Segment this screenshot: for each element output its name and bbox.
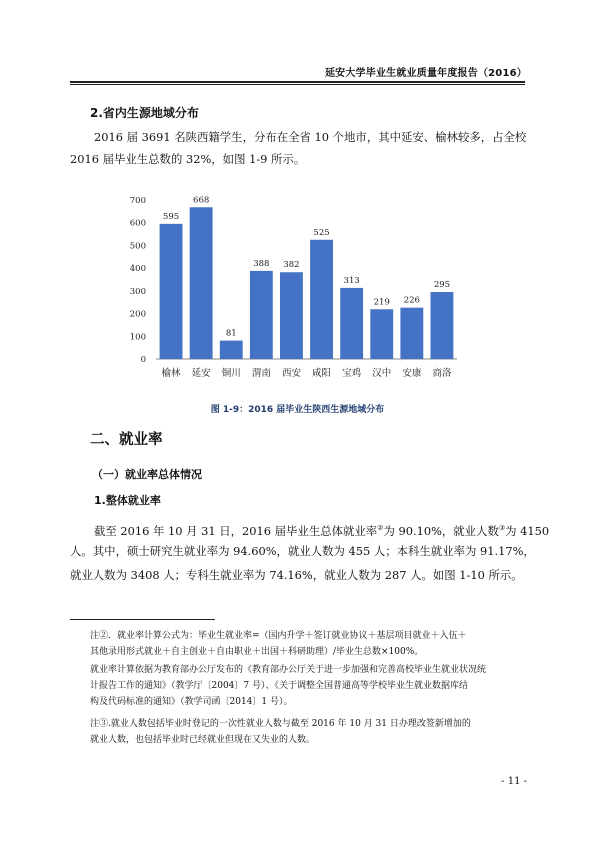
footnote-2-line1: 注②．就业率计算公式为：毕业生就业率=（国内升学＋签订就业协议＋基层项目就业＋入伍＋ [90, 631, 467, 641]
bar-value-label: 81 [225, 328, 237, 339]
section-heading-origin: 2.省内生源地域分布 [90, 106, 199, 120]
rate-paragraph-line3: 就业人数为 3408 人；专科生就业率为 74.16%，就业人数为 287 人。如图 1-10 所示。 [70, 568, 523, 582]
footnote-ref-2[interactable]: ② [377, 524, 384, 532]
x-tick-label: 渭南 [251, 368, 271, 379]
bar [431, 292, 454, 359]
rate-text-b: 为 90.10%，就业人数 [383, 523, 499, 538]
subsubsection-heading-overall-rate: 1.整体就业率 [94, 494, 161, 507]
bar [310, 240, 333, 359]
footnote-basis-line2: 计报告工作的通知》（教学厅〔2004〕7 号）、《关于调整全国普通高等学校毕业生就业数据库结 [90, 681, 468, 691]
footnote-3-line1: 注③.就业人数包括毕业时登记的一次性就业人数与截至 2016 年 10 月 31 日办理改签新增加的 [90, 719, 471, 729]
x-tick-label: 商洛 [432, 368, 452, 379]
y-tick-label: 600 [129, 218, 146, 229]
bar-value-label: 382 [283, 260, 300, 271]
bar [400, 308, 423, 359]
subsection-heading-overall: （一）就业率总体情况 [92, 468, 202, 481]
x-tick-label: 延安 [191, 368, 211, 379]
bar [370, 309, 393, 359]
origin-paragraph-line1: 2016 届 3691 名陕西籍学生，分布在全省 10 个地市，其中延安、榆林较多，占全校 [94, 130, 527, 144]
y-tick-label: 700 [129, 196, 146, 206]
rate-paragraph-line2: 人。其中，硕士研究生就业率为 94.60%，就业人数为 455 人；本科生就业率为 91.17%， [70, 544, 535, 558]
rate-text-a: 截至 2016 年 10 月 31 日，2016 届毕业生总体就业率 [94, 523, 378, 538]
x-tick-label: 安康 [402, 368, 422, 379]
bar-value-label: 295 [433, 279, 451, 290]
bar [220, 341, 243, 359]
y-tick-label: 100 [129, 332, 146, 343]
footnote-separator [70, 619, 215, 620]
bar-value-label: 313 [343, 275, 360, 286]
bar-value-label: 595 [162, 211, 180, 222]
footnote-2-line2: 其他录用形式就业＋自主创业＋自由职业＋出国＋科研助理）/毕业生总数×100%。 [90, 647, 424, 657]
report-header-title: 延安大学毕业生就业质量年度报告（2016） [324, 68, 527, 79]
bar-value-label: 668 [193, 195, 210, 206]
bar [160, 224, 183, 359]
bar-value-label: 388 [253, 258, 270, 269]
bar [280, 272, 303, 359]
y-tick-label: 300 [129, 286, 146, 297]
bar-value-label: 226 [403, 295, 420, 306]
footnote-3-line2: 就业人数，也包括毕业时已经就业但现在又失业的人数。 [90, 735, 316, 745]
footnote-ref-3[interactable]: ③ [498, 524, 506, 532]
section-heading-employment-rate: 二、就业率 [90, 432, 163, 448]
figure-caption: 图 1-9：2016 届毕业生陕西生源地域分布 [210, 405, 385, 415]
page-number: - 11 - [501, 776, 527, 787]
x-tick-label: 铜川 [221, 368, 241, 379]
y-tick-label: 500 [129, 241, 146, 252]
y-tick-label: 0 [140, 355, 146, 365]
footnote-basis-line3: 构及代码标准的通知》（教学司函〔2014〕1 号）。 [90, 697, 293, 707]
bar [190, 207, 213, 359]
footnote-basis-line1: 就业率计算依据为教育部办公厅发布的《教育部办公厅关于进一步加强和完善高校毕业生就业状况统 [90, 665, 487, 675]
x-tick-label: 宝鸡 [342, 368, 362, 379]
y-tick-label: 200 [129, 309, 146, 320]
bar [340, 288, 363, 359]
y-tick-label: 400 [129, 264, 146, 275]
rate-paragraph-line1 [94, 517, 550, 542]
x-tick-label: 咸阳 [312, 368, 332, 379]
bar-value-label: 219 [373, 297, 390, 308]
origin-paragraph-line2: 2016 届毕业生总数的 32%，如图 1-9 所示。 [70, 152, 306, 166]
bar [250, 271, 273, 359]
x-tick-label: 汉中 [372, 368, 392, 379]
x-tick-label: 西安 [281, 368, 301, 379]
x-tick-label: 榆林 [161, 368, 181, 379]
rate-text-c: 为 4150 [505, 523, 550, 538]
bar-value-label: 525 [313, 227, 330, 238]
